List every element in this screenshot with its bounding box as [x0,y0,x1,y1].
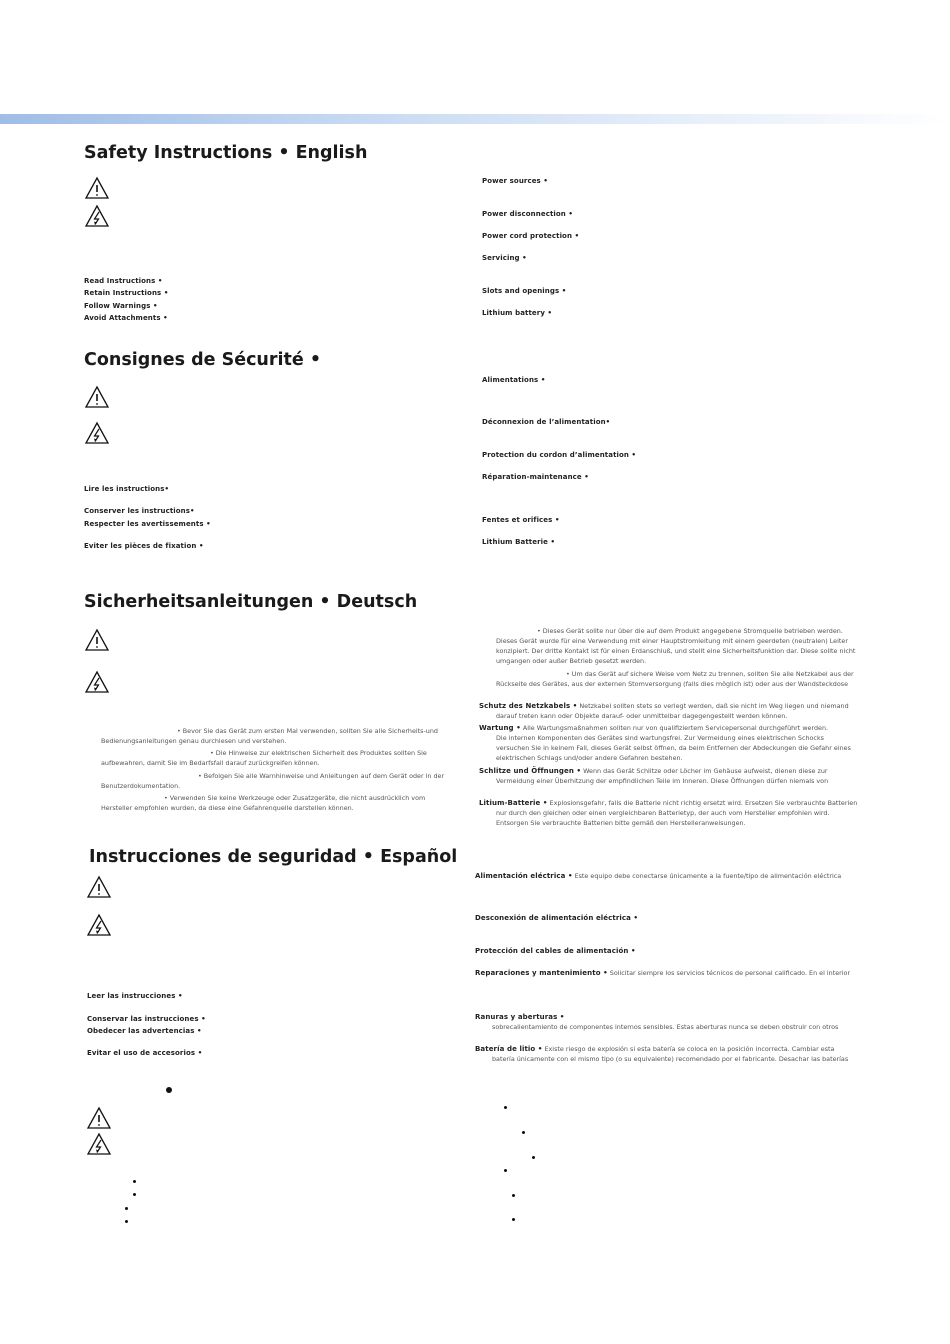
electric-shock-icon [84,204,110,228]
german-left-line: • Befolgen Sie alle Warnhinweise und Anleitungen auf dem Gerät oder in der [198,772,445,780]
spanish-slots-text: sobrecalientamiento de componentes internos sensibles. Estas aberturas nunca se deben obstruir con otros [492,1023,839,1031]
spanish-disconnect-label: Desconexión de alimentación eléctrica • [475,914,639,922]
electric-shock-icon [86,913,112,937]
german-cord-label: Schutz des Netzkabels • [479,702,578,710]
german-title: Sicherheitsanleitungen • Deutsch [84,592,418,612]
german-slots-label: Schlitze und Öffnungen • [479,767,582,775]
spanish-power-label: Alimentación eléctrica • [475,872,573,880]
electric-shock-icon [84,670,110,694]
bullet-dot [504,1106,507,1109]
french-right-item: Fentes et orifices • [482,516,560,524]
english-left-item: Avoid Attachments • [84,314,168,322]
header-gradient-bar [0,114,950,124]
english-right-item: Servicing • [482,254,527,262]
spanish-power-text: Este equipo debe conectarse únicamente a la fuente/tipo de alimentación eléctrica [574,872,842,880]
bullet-dot [125,1220,128,1223]
warning-triangle-icon [84,628,110,652]
german-wartung-text: Alle Wartungsmaßnahmen sollten nur von qualifiziertem Servicepersonal durchgeführt werden. [522,724,829,732]
french-left-item: Lire les instructions• [84,485,170,493]
french-right-item: Lithium Batterie • [482,538,556,546]
spanish-left-item: Conservar las instrucciones • [87,1015,206,1023]
english-right-item: Power disconnection • [482,210,573,218]
spanish-repair-text: Solicitar siempre los servicios técnicos de personal calificado. En el interior [609,969,851,977]
warning-triangle-icon [86,1106,112,1130]
warning-triangle-icon [84,385,110,409]
german-wartung-text: Die internen Komponenten des Gerätes sind wartungsfrei. Zur Vermeidung eines elektrischen Schocks [496,734,824,742]
german-battery-text: Entsorgen Sie verbrauchte Batterien bitte gemäß den Herstelleranweisungen. [496,819,746,827]
german-battery-label: Litium-Batterie • [479,799,548,807]
electric-shock-icon [86,1132,112,1156]
english-left-item: Follow Warnings • [84,302,158,310]
french-title: Consignes de Sécurité • [84,350,322,370]
german-left-line: Hersteller empfohlen wurden, da diese eine Gefahrenquelle darstellen können. [101,804,354,812]
english-left-item: Read Instructions • [84,277,163,285]
german-left-line: Benutzerdokumentation. [101,782,181,790]
bullet-dot [504,1169,507,1172]
warning-triangle-icon [84,176,110,200]
german-right-line: umgangen oder außer Betrieb gesetzt werden. [496,657,647,665]
german-left-line: aufbewahren, damit Sie im Bedarfsfall darauf zurückgreifen können. [101,759,320,767]
spanish-left-item: Evitar el uso de accesorios • [87,1049,203,1057]
german-right-line: Dieses Gerät wurde für eine Verwendung mit einer Hauptstromleitung mit einem geerdeten (neutralen) Leiter [496,637,848,645]
french-left-item: Eviter les pièces de fixation • [84,542,204,550]
french-left-item: Conserver les instructions• [84,507,195,515]
english-title: Safety Instructions • English [84,143,368,163]
english-right-item: Power sources • [482,177,548,185]
bullet-dot [512,1194,515,1197]
german-right-line: konzipiert. Der dritte Kontakt ist für einen Erdanschluß, und stellt eine Sicherheitsfunktion dar. Diese sollte nicht [496,647,856,655]
german-battery-text: Explosionsgefahr, falls die Batterie nicht richtig ersetzt wird. Ersetzen Sie verbrauchte Batterien [549,799,858,807]
german-wartung-label: Wartung • [479,724,521,732]
warning-triangle-icon [86,875,112,899]
bullet-dot [125,1207,128,1210]
bullet-dot [522,1131,525,1134]
german-left-line: • Verwenden Sie keine Werkzeuge oder Zusatzgeräte, die nicht ausdrücklich vom [164,794,426,802]
german-slots-text: Vermeidung einer Überhitzung der empfindlichen Teile im Inneren. Diese Öffnungen dürfen niemals von [496,777,829,785]
german-wartung-text: versuchen Sie in keinem Fall, dieses Gerät selbst öffnen, da beim Entfernen der Abdeckungen die Gefahr eines [496,744,851,752]
electric-shock-icon [84,421,110,445]
german-left-line: • Bevor Sie das Gerät zum ersten Mal verwenden, sollten Sie alle Sicherheits-und [177,727,438,735]
german-right-line: Rückseite des Gerätes, aus der externen Stomversorgung (falls dies möglich ist) oder aus der Wandsteckdose [496,680,849,688]
bullet-dot [166,1087,172,1093]
french-left-item: Respecter les avertissements • [84,520,211,528]
german-right-line: • Dieses Gerät sollte nur über die auf dem Produkt angegebene Stromquelle betrieben werden. [537,627,843,635]
french-right-item: Déconnexion de l’alimentation• [482,418,611,426]
german-left-line: • Die Hinweise zur elektrischen Sicherheit des Produktes sollten Sie [210,749,427,757]
german-cord-text: Netzkabel sollten stets so verlegt werden, daß sie nicht im Weg liegen und niemand [579,702,849,710]
bullet-dot [133,1180,136,1183]
spanish-cables-label: Protección del cables de alimentación • [475,947,636,955]
spanish-left-item: Obedecer las advertencias • [87,1027,202,1035]
english-right-item: Lithium battery • [482,309,553,317]
french-right-item: Protection du cordon d’alimentation • [482,451,637,459]
spanish-slots-label: Ranuras y aberturas • [475,1013,565,1021]
german-battery-text: nur durch den gleichen oder einen vergleichbaren Batterietyp, der auch vom Hersteller empfohlen wird. [496,809,830,817]
spanish-repair-label: Reparaciones y mantenimiento • [475,969,608,977]
german-cord-text: darauf treten kann oder Objekte darauf- oder unmittelbar dagegengestellt werden können. [496,712,788,720]
german-left-line: Bedienungsanleitungen genau durchlesen und verstehen. [101,737,287,745]
spanish-battery-text: batería únicamente con el mismo tipo (o su equivalente) recomendado por el fabricante. Desachar las baterías [492,1055,849,1063]
spanish-left-item: Leer las instrucciones • [87,992,183,1000]
bullet-dot [512,1218,515,1221]
spanish-battery-label: Batería de litio • [475,1045,543,1053]
bullet-dot [133,1193,136,1196]
french-right-item: Alimentations • [482,376,546,384]
english-right-item: Power cord protection • [482,232,580,240]
bullet-dot [532,1156,535,1159]
german-slots-text: Wenn das Gerät Schlitze oder Löcher im Gehäuse aufweist, dienen diese zur [583,767,828,775]
spanish-title: Instrucciones de seguridad • Español [89,847,458,867]
german-right-line: • Um das Gerät auf sichere Weise vom Netz zu trennen, sollten Sie alle Netzkabel aus der [566,670,854,678]
german-wartung-text: elektrischen Schlags und/oder andere Gefahren bestehen. [496,754,683,762]
french-right-item: Réparation-maintenance • [482,473,589,481]
english-left-item: Retain Instructions • [84,289,169,297]
english-right-item: Slots and openings • [482,287,567,295]
spanish-battery-text: Existe riesgo de explosión si esta batería se coloca en la posición incorrecta. Cambiar esta [544,1045,835,1053]
